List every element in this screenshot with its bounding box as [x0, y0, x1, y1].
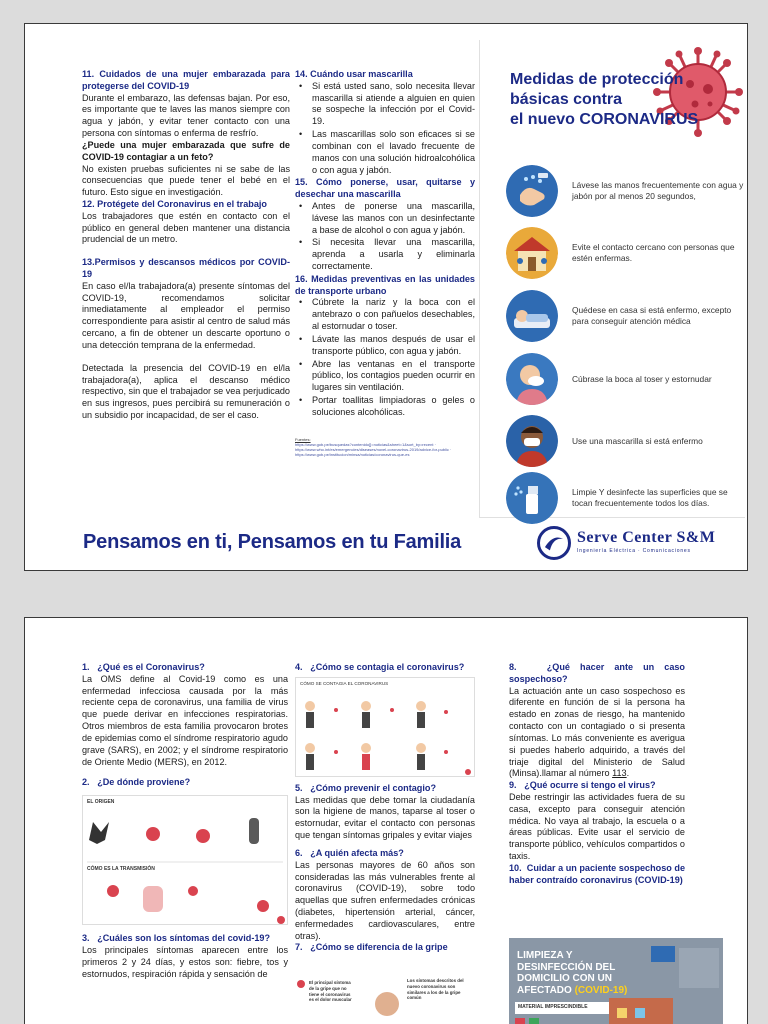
protection-title — [510, 70, 740, 130]
spray-icon — [506, 472, 558, 524]
question-9-heading — [509, 780, 685, 792]
virus-icon — [257, 900, 269, 912]
measure-stay-home — [506, 290, 746, 346]
question-number: 4. — [295, 662, 303, 672]
section-13-body: En caso el/la trabajadora(a) presente síntomas del COVID-19, recomendamos solicitar inmediatamente al empleador el permiso correspondiente para asistir al centro de salud más cercano, a fin de obtener un descarte oportuno o una detección temprana de la enfermedad. — [82, 280, 290, 350]
title-line: básicas contra — [510, 91, 623, 108]
house-icon — [506, 227, 558, 279]
poster-title-highlight: (COVID-19) — [574, 984, 628, 996]
section-12-title: 12. Protégete del Coronavirus en el trabajo — [82, 198, 267, 209]
measure-handwash — [506, 165, 746, 221]
flu-left-caption: El principal síntoma de la gripe que no tiene el coronavirus es el dolor muscular — [309, 980, 352, 1003]
origin-infographic — [82, 795, 288, 925]
question-9-body: Debe restringir las actividades fuera de su casa, excepto para conseguir atención médica. No vaya al trabajo, la escuela o a áreas públicas. Evite usar el servicio de transporte público, vehículos compartidos o taxis. — [509, 791, 685, 861]
question-number: 1. — [82, 662, 90, 672]
section-11-question: ¿Puede una mujer embarazada que sufre de COVID-19 contagiar a un feto? — [82, 139, 290, 162]
list-item: • Antes de ponerse una mascarilla, lávese las manos con un desinfectante a base de alcohol o con agua y jabón. — [295, 201, 475, 236]
question-number: 6. — [295, 847, 303, 858]
section-12-body: Los trabajadores que estén en contacto con el público en general deben mantener una distancia prudencial de un metro. — [82, 210, 290, 245]
measure-avoid-contact — [506, 227, 746, 283]
title-line: Medidas de protección — [510, 71, 684, 88]
measure-wear-mask — [506, 415, 746, 471]
list-item: • Portar toallitas limpiadoras o geles o soluciones alcohólicas. — [295, 395, 475, 419]
question-title: ¿A quién afecta más? — [310, 847, 404, 858]
lungs-icon — [143, 886, 163, 912]
title-line: el nuevo CORONAVIRUS — [510, 111, 699, 128]
measure-cover-cough — [506, 353, 746, 409]
logo-badge — [277, 916, 285, 924]
question-10-heading — [509, 863, 685, 887]
poster-illustration — [509, 938, 723, 1024]
company-logo — [537, 524, 747, 564]
question-title: ¿Cuáles son los síntomas del covid-19? — [97, 933, 271, 944]
section-11-title: 11. Cuidados de una mujer embarazada para protegerse del COVID-19 — [82, 69, 290, 91]
question-4-heading — [295, 662, 475, 674]
question-8-text: La actuación ante un caso sospechoso es diferente en función de si la persona ha estado en zonas de riesgo, ha mantenido contacto con un contagiado o si presenta síntomas. Lo más conveniente es averigua si puedes haberlo adquirido, a través del triaje digital del Ministerio de Salud (Minsa).llamar al número — [509, 685, 685, 779]
cough-icon — [506, 353, 558, 405]
measure-text: Evite el contacto cercano con personas que estén enfermas. — [572, 242, 735, 263]
section-13-body-2: Detectada la presencia del COVID-19 en el/la trabajadora(a), aplica el descanso médico respectivo, sin que el trabajador se vea perjudicado en sus ingresos, pues percibirá su remuneración o un subsidio por incapacidad, de ser el caso. — [82, 362, 290, 420]
question-8-body: La actuación ante un caso sospechoso es diferente en función de si la persona ha estado en zonas de riesgo, ha mantenido contacto con un contagiado o si presenta síntomas. Lo más conveniente es averigua si puedes haberlo adquirido, a través del triaje digital del Ministerio de Salud (Minsa).llamar al número 113. — [509, 685, 685, 779]
measure-disinfect — [506, 472, 746, 528]
poster-sidebar — [679, 948, 719, 988]
poster-title-text: LIMPIEZA Y DESINFECCIÓN DEL DOMICILIO CON UN AFECTADO — [517, 950, 616, 996]
question-number: 3. — [82, 933, 90, 944]
measure-text: Use una mascarilla si está enfermo — [572, 435, 703, 446]
list-item: • Si necesita llevar una mascarilla, aprenda a usarla y eliminarla correctamente. — [295, 237, 475, 272]
page2-column-3 — [509, 662, 685, 886]
question-3-body: Los principales síntomas aparecen entre los primeros 2 y 24 días, y estos son: fiebre, tos y estornudos, respiración rápida y sensación de — [82, 944, 288, 979]
contagion-illustration — [296, 678, 475, 777]
question-title: Cuidar a un paciente sospechoso de haber contraído coronavirus (COVID-19) — [509, 862, 685, 885]
measure-text: Lávese las manos frecuentemente con agua y jabón por al menos 20 segundos, — [572, 180, 744, 201]
virus-icon — [196, 829, 210, 843]
list-item: • Cúbrete la nariz y la boca con el antebrazo o con pañuelos desechables, al estornudar o toser. — [295, 297, 475, 332]
page2-column-1 — [82, 662, 288, 980]
question-title: ¿Cómo se contagia el coronavirus? — [310, 662, 465, 672]
question-8-heading — [509, 662, 685, 686]
question-1-body: La OMS define al Covid-19 como es una enfermedad infecciosa causada por la más reciente cepa de coronavirus, una familia de virus que puede derivar en infecciones respiratorias. Otros miembros de esta familia provocaron brotes de epidemias como el síndrome respiratorio agudo grave (SARS), en 2002; y el síndrome respiratorio de Oriente Medio (MERS), en 2012. — [82, 673, 288, 767]
question-title: ¿Cómo prevenir el contagio? — [310, 782, 436, 793]
flu-comparison-infographic — [295, 974, 475, 1024]
question-1-heading — [82, 662, 288, 674]
question-6-body: Las personas mayores de 60 años son consideradas las más vulnerables frente al coronavirus (COVID-19), sobre todo aquellas que sufren enfermedades crónicas (diabetes, hipertensión arterial, cáncer, enfermedades cardiovasculares, entre otras). — [295, 859, 475, 941]
origin-illustration — [83, 796, 288, 925]
page2-column-2 — [295, 662, 475, 1024]
question-number: 9. — [509, 780, 517, 791]
question-title: ¿Qué hacer ante un caso sospechoso? — [509, 662, 685, 684]
section-15-list — [295, 201, 475, 273]
brochure-page-1 — [24, 23, 748, 571]
question-3-heading — [82, 933, 288, 945]
human-icon — [249, 818, 259, 844]
logo-swoosh-icon — [537, 526, 571, 560]
question-7-heading — [295, 942, 475, 954]
question-2-heading — [82, 777, 288, 789]
brochure-page-2 — [24, 617, 748, 1024]
logo-name: Serve Center S&M — [577, 529, 716, 546]
sources-label: Fuentes: — [295, 436, 311, 442]
measure-text: Cúbrase la boca al toser y estornudar — [572, 373, 712, 384]
question-5-heading — [295, 783, 475, 795]
phone-number[interactable]: 113 — [612, 768, 627, 779]
section-14-list — [295, 81, 475, 177]
question-number: 8. — [509, 662, 517, 672]
sick-person-icon — [506, 290, 558, 342]
measure-text: Limpie Y desinfecte las superficies que se tocan frecuentemente todos los días. — [572, 487, 728, 508]
sources — [295, 437, 475, 458]
list-item: • Lávate las manos después de usar el transporte público, con agua y jabón. — [295, 334, 475, 358]
handwash-icon — [506, 165, 558, 217]
logo-subtitle: Ingeniería Eléctrica · Comunicaciones — [577, 548, 691, 554]
section-16-title: 16. Medidas preventivas en las unidades de transporte urbano — [295, 273, 475, 296]
section-11-answer: No existen pruebas suficientes ni se sabe de las consecuencias que puede tener el bebé en el futuro. Esto sigue en investigación. — [82, 163, 290, 198]
list-item: • Las mascarillas solo son eficaces si se combinan con el lavado frecuente de manos con una solución hidroalcohólica o con agua y jabón. — [295, 129, 475, 176]
poster-badge — [651, 946, 675, 962]
bat-icon — [89, 822, 109, 844]
question-5-body: Las medidas que debe tomar la ciudadanía son la higiene de manos, taparse al toser o estornudar, evitar el contacto con personas que tengan síntomas gripales y evitar viajes — [295, 794, 475, 841]
virus-icon — [146, 827, 160, 841]
infographic-title: EL ORIGEN — [87, 799, 115, 806]
section-14-title: 14. Cuándo usar mascarilla — [295, 69, 413, 79]
question-number: 2. — [82, 777, 90, 788]
question-number: 7. — [295, 942, 303, 953]
slogan: Pensamos en ti, Pensamos en tu Familia — [83, 531, 462, 553]
page1-column-1 — [82, 69, 290, 422]
mask-icon — [506, 415, 558, 467]
question-number: 10. — [509, 862, 522, 873]
poster-tag: MATERIAL IMPRESCINDIBLE — [515, 1002, 635, 1014]
list-item: • Si está usted sano, solo necesita llevar mascarilla si atiende a alguien en quien se sospeche la infección por el Covid-19. — [295, 81, 475, 128]
person-face-icon — [375, 992, 399, 1016]
question-number: 5. — [295, 782, 303, 793]
section-16-list — [295, 297, 475, 418]
question-title: ¿Qué ocurre si tengo el virus? — [524, 780, 656, 791]
virus-icon — [297, 980, 305, 988]
infographic-title: CÓMO SE CONTAGIA EL CORONAVIRUS — [300, 680, 389, 686]
contagion-infographic — [295, 677, 475, 777]
section-13-title: 13.Permisos y descansos médicos por COVID-19 — [82, 257, 290, 279]
virus-icon — [188, 886, 198, 896]
transmission-title: CÓMO ES LA TRANSMISIÓN — [87, 866, 155, 873]
question-6-heading — [295, 848, 475, 860]
virus-icon — [107, 885, 119, 897]
section-15-title: 15. Cómo ponerse, usar, quitarse y desechar una mascarilla — [295, 177, 475, 200]
question-title: ¿Qué es el Coronavirus? — [97, 662, 205, 672]
flu-right-caption: Los síntomas descritos del nuevo coronavirus son similares a los de la gripe común — [407, 978, 464, 1001]
list-item: • Abre las ventanas en el transporte público, los contagios pueden ocurrir en lugares sin ventilación. — [295, 359, 475, 394]
question-title: ¿Cómo se diferencia de la gripe — [310, 942, 448, 953]
question-title: ¿De dónde proviene? — [97, 777, 191, 788]
page1-column-2 — [295, 69, 475, 457]
measure-text: Quédese en casa si está enfermo, excepto para conseguir atención médica — [572, 305, 732, 326]
section-11-body: Durante el embarazo, las defensas bajan. Por eso, es importante que te laves las manos siempre con agua y jabón, y evitar tener contacto con una persona con síntomas o enferma de resfrío. — [82, 92, 290, 139]
disinfection-poster — [509, 938, 723, 1024]
sources-links[interactable]: https://www.gob.pe/busquedas?contenido[]=noticias&sheet=1&sort_by=recent · https://www.who.int/es/emergencies/diseases/novel-coronavirus-2019/advice-for-public · https://www.gob.pe/institucion/minsa/noticias/coronavirus-que-es — [295, 441, 452, 458]
protection-measures-panel — [479, 40, 745, 518]
